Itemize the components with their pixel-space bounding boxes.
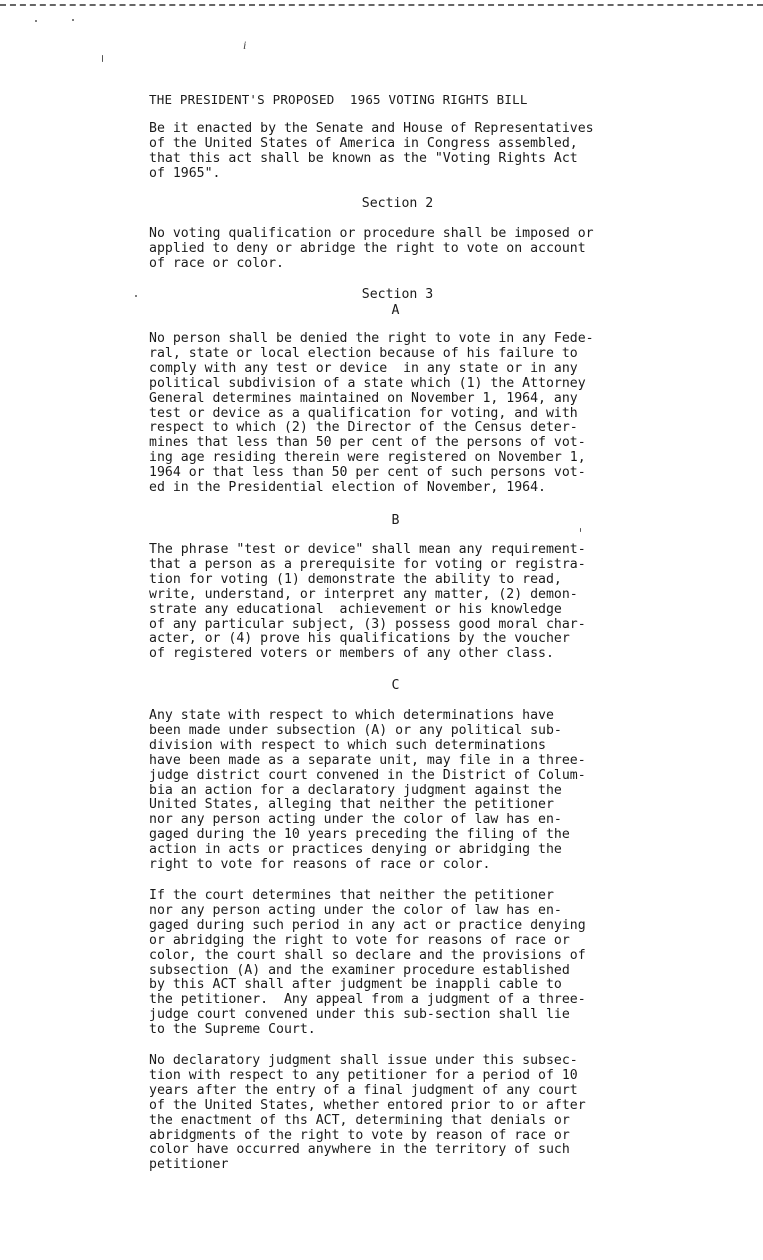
scan-speck [580, 528, 581, 532]
subsection-c-paragraph-1: Any state with respect to which determinations have been made under subsection (A) or any political sub- division with respect to which such determinations have been made as a separate unit, may file in a three- judge district court convened in the District of Colum- bia an action for a declaratory judgment against the United States, alleging that neither the petitioner nor any person acting under the color of law has en- gaged during the 10 years preceding the filing of the action in acts or practices denying or abridging the right to vote for reasons of race or color. [149, 708, 586, 873]
page-marker: i [243, 38, 247, 52]
subsection-c-paragraph-2: If the court determines that neither the petitioner nor any person acting under the color of law has en- gaged during such period in any act or practice denying or abridging the right to vote for reasons of race or color, the court shall so declare and the provisions of subsection (A) and the examiner procedure established by this ACT shall after judgment be inappli cable to the petitioner. Any appeal from a judgment of a three- judge court convened under this sub-section shall lie to the Supreme Court. [149, 888, 586, 1038]
subsection-a-text: No person shall be denied the right to vote in any Fede- ral, state or local election because of his failure to comply with any test or device in any state or in any political subdivision of a state which (1) the Attorney General determines maintained on November 1, 1964, any test or device as a qualification for voting, and with respect to which (2) the Director of the Census deter- mines that less than 50 per cent of the persons of vot- ing age residing therein were registered on November 1, 1964 or that less than 50 per cent of such persons vot- ed in the Presidential election of November, 1964. [149, 331, 594, 496]
subsection-c-paragraph-3: No declaratory judgment shall issue under this subsec- tion with respect to any petitioner for a period of 10 years after the entry of a final judgment of any court of the United States, whether entored prior to or after the enactment of ths ACT, determining that denials or abridgments of the right to vote by reason of race or color have occurred anywhere in the territory of such petitioner [149, 1053, 586, 1173]
document-title: THE PRESIDENT'S PROPOSED 1965 VOTING RIGHTS BILL [149, 92, 528, 107]
subsection-a-label: A [391, 303, 400, 318]
section-2-text: No voting qualification or procedure shall be imposed or applied to deny or abridge the right to vote on account of race or color. [149, 226, 594, 271]
section-3-heading: Section 3 [361, 287, 434, 302]
subsection-c-label: C [391, 678, 400, 693]
scan-speck [35, 20, 37, 22]
top-page-border [0, 4, 763, 6]
subsection-b-label: B [391, 513, 400, 528]
section-2-heading: Section 2 [361, 196, 434, 211]
scan-speck [102, 55, 103, 62]
subsection-b-text: The phrase "test or device" shall mean any requirement- that a person as a prerequisite for voting or registra- tion for voting (1) demonstrate the ability to read, write, understand, or interpret any matter, (2) demon- strate any educational achievement or his knowledge of any particular subject, (3) possess good moral char- acter, or (4) prove his qualifications by the voucher of registered voters or members of any other class. [149, 542, 586, 662]
enacting-clause: Be it enacted by the Senate and House of Representatives of the United States of America in Congress assembled, that this act shall be known as the "Voting Rights Act of 1965". [149, 121, 594, 181]
scan-speck [72, 19, 74, 21]
